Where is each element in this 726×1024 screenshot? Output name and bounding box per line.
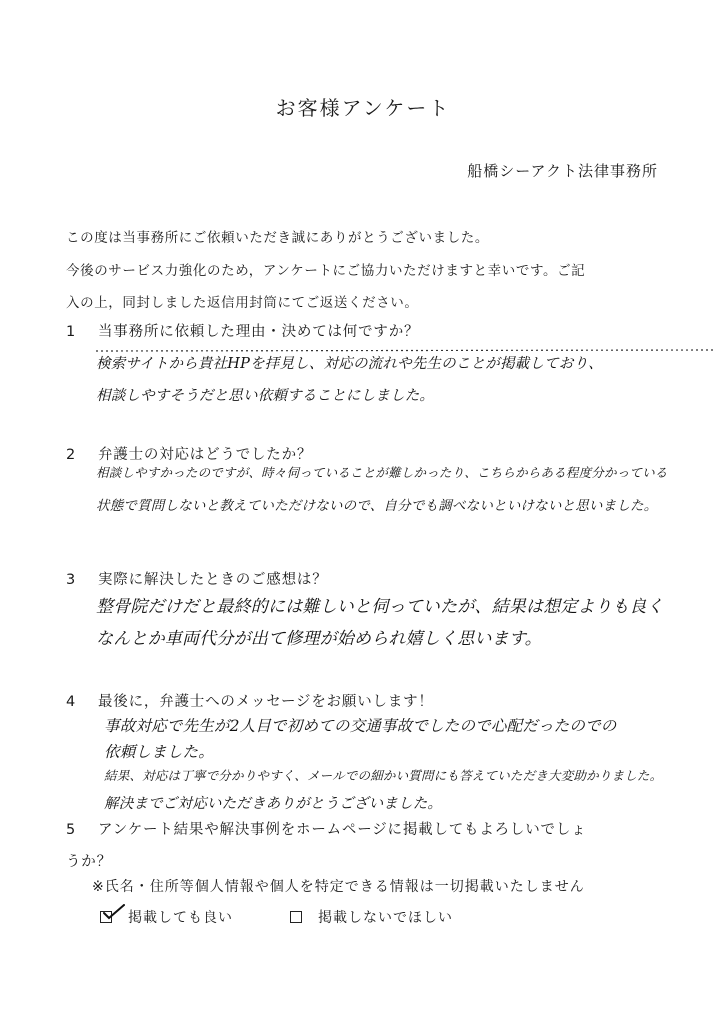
question-text: 弁護士の対応はどうでしたか？	[98, 447, 313, 463]
answer-3-line-1: 整骨院だけだと最終的には難しいと伺っていたが、結果は想定よりも良く	[96, 597, 664, 617]
option-publish-no[interactable]	[290, 907, 453, 927]
question-number: 2	[66, 447, 77, 463]
privacy-note: ※氏名・住所等個人情報や個人を特定できる情報は一切掲載いたしません	[92, 879, 585, 895]
answer-4-line-3: 結果、対応は丁寧で分かりやすく、メールでの細かい質問にも答えていただき大変助かりました。	[104, 768, 663, 783]
question-2	[66, 443, 312, 464]
question-5-continued: うか？	[66, 854, 112, 870]
question-3	[66, 568, 328, 589]
intro-line-2: 今後のサービス力強化のため，アンケートにご協力いただけますと幸いです。ご記	[66, 263, 586, 279]
firm-name: 船橋シーアクト法律事務所	[467, 162, 658, 180]
option-publish-ok[interactable]	[100, 907, 233, 927]
question-1	[66, 320, 419, 341]
answer-2-line-1: 相談しやすかったのですが、時々伺っていることが難しかったり、こちらからある程度分かっている	[96, 465, 668, 480]
answer-1-line-1: 検索サイトから貴社HPを拝見し、対応の流れや先生のことが掲載しており、	[96, 356, 603, 372]
question-text: アンケート結果や解決事例をホームページに掲載してもよろしいでしょ	[98, 822, 587, 838]
question-text: 最後に，弁護士へのメッセージをお願いします！	[98, 694, 434, 710]
question-number: 3	[66, 572, 77, 588]
answer-4-line-2: 依頼しました。	[104, 743, 214, 761]
question-4	[66, 690, 434, 711]
question-number: 5	[66, 822, 77, 838]
answer-2-line-2: 状態で質問しないと教えていただけないので、自分でも調べないといけないと思いました。	[96, 498, 658, 514]
answer-3-line-2: なんとか車両代分が出て修理が始められ嬉しく思います。	[96, 629, 542, 649]
intro-line-3: 入の上，同封しました返信用封筒にてご返送ください。	[66, 295, 419, 311]
checkbox-publish-ok[interactable]	[100, 911, 112, 923]
question-number: 4	[66, 694, 77, 710]
option-label: 掲載しても良い	[128, 910, 233, 926]
answer-1-line-2: 相談しやすそうだと思い依頼することにしました。	[96, 388, 435, 404]
question-5	[66, 818, 586, 839]
question-text: 実際に解決したときのご感想は？	[98, 572, 328, 588]
checkbox-publish-no[interactable]	[290, 911, 302, 923]
intro-line-1: この度は当事務所にご依頼いただき誠にありがとうございました。	[66, 230, 489, 246]
option-label: 掲載しないでほしい	[318, 910, 453, 926]
answer-4-line-1: 事故対応で先生が2人目で初めての交通事故でしたので心配だったのでの	[104, 717, 617, 735]
question-text: 当事務所に依頼した理由・決めては何ですか？	[98, 324, 420, 340]
page-title: お客様アンケート	[275, 96, 451, 120]
check-icon	[103, 904, 125, 920]
answer-4-line-4: 解決までご対応いただきありがとうございました。	[104, 796, 443, 812]
question-number: 1	[66, 324, 77, 340]
